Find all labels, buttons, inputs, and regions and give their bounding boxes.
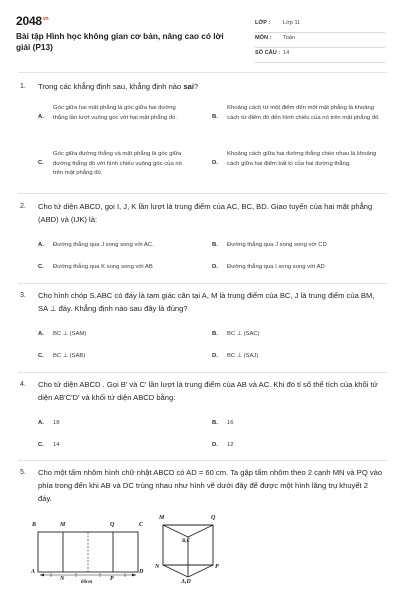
option-text: Đường thẳng qua J song song với CD	[227, 242, 327, 248]
option-letter: A.	[38, 242, 44, 248]
question-text: Cho tứ diện ABCD, gọi I, J, K lần lượt là trung điểm của AC, BC, BD. Giao tuyến của hai mặt phẳng (ABD) và (IJK) là:	[38, 202, 373, 224]
option-letter: C.	[38, 442, 44, 448]
question-text-pre: Trong các khẳng định sau, khẳng định nào	[38, 82, 184, 91]
option-letter: B.	[212, 331, 218, 337]
option-letter: D.	[212, 160, 218, 166]
label-c: C	[139, 522, 144, 528]
option-text: Đường thẳng qua K song song với AB	[53, 264, 153, 270]
option-letter: D.	[212, 264, 218, 270]
label-p: P	[215, 564, 219, 570]
question-number: 2.	[20, 203, 26, 210]
logo-text: 2048	[16, 14, 42, 28]
label-p: P	[110, 576, 114, 582]
label-a: A	[31, 569, 36, 575]
option-text: 12	[227, 442, 234, 448]
question-text: Cho hình chóp S.ABC có đáy là tam giác cân tại A, M là trung điểm của BC, J là trung điểm của BM, SA ⊥ đáy. Khẳng định nào sau đây là đúng?	[38, 291, 375, 313]
option-text: Góc giữa đường thẳng và mặt phẳng là góc giữa đường thẳng đó với hình chiếu vuông góc của nó trên mặt phẳng đó.	[53, 151, 182, 176]
option-b[interactable]	[212, 104, 382, 136]
site-logo[interactable]	[16, 14, 48, 28]
option-text: 18	[53, 420, 60, 426]
figure-folded-prism	[155, 515, 225, 595]
option-text: BC ⊥ (SAJ)	[227, 353, 259, 359]
label-n: N	[60, 576, 65, 582]
option-letter: D.	[212, 442, 218, 448]
question-number: 1.	[20, 83, 26, 90]
meta-key-subject: MÔN :	[255, 35, 272, 41]
option-a[interactable]	[38, 104, 188, 136]
option-text: Góc giữa hai mặt phẳng là góc giữa hai đường thẳng lần lượt vuông góc với hai mặt phẳng đó.	[53, 105, 177, 121]
label-ad: A,D	[181, 579, 191, 585]
option-c[interactable]	[38, 150, 188, 182]
meta-value-class: Lớp 11	[283, 20, 301, 26]
meta-row-count	[255, 48, 385, 63]
meta-row-subject	[255, 33, 385, 48]
option-letter: C.	[38, 160, 44, 166]
divider	[18, 372, 388, 373]
flat-sheet-drawing	[30, 520, 145, 588]
divider	[18, 460, 388, 461]
option-letter: B.	[212, 114, 218, 120]
option-letter: B.	[212, 242, 218, 248]
logo-suffix: vn	[42, 16, 49, 22]
option-text: 16	[227, 420, 234, 426]
label-length: 60cm	[81, 580, 93, 585]
option-text: BC ⊥ (SAM)	[53, 331, 87, 337]
figure-flat-sheet	[30, 520, 145, 588]
option-text: Đường thẳng qua J song song với AC.	[53, 242, 154, 248]
option-d[interactable]	[212, 150, 382, 182]
question-number: 4.	[20, 381, 26, 388]
option-letter: B.	[212, 420, 218, 426]
question-number: 5.	[20, 469, 26, 476]
option-text: BC ⊥ (SAC)	[227, 331, 260, 337]
option-letter: C.	[38, 353, 44, 359]
label-m: M	[60, 522, 66, 528]
option-letter: A.	[38, 114, 44, 120]
meta-key-class: LỚP :	[255, 20, 271, 26]
question-text-emphasis: sai	[183, 82, 194, 91]
question-text: Cho một tấm nhôm hình chữ nhật ABCD có AD = 60 cm. Ta gập tấm nhôm theo 2 cạnh MN và PQ vào phía trong đến khi AB và DC trùng nhau như hình vẽ dưới đây để được một hình lăng trụ khuyết 2 đáy.	[38, 468, 383, 503]
label-m: M	[159, 515, 165, 521]
meta-table	[255, 18, 385, 63]
question-text-post: ?	[193, 82, 199, 91]
meta-row-class	[255, 18, 385, 33]
option-letter: D.	[212, 353, 218, 359]
document-header	[0, 0, 400, 62]
option-text: BC ⊥ (SAB)	[53, 353, 86, 359]
meta-key-count: SỐ CÂU :	[255, 50, 281, 56]
option-letter: A.	[38, 331, 44, 337]
option-text: 14	[53, 442, 60, 448]
document-title: Bài tập Hình học không gian cơ bản, nâng cao có lời giải (P13)	[16, 31, 224, 52]
label-b: B	[32, 522, 37, 528]
question-text: Cho tứ diện ABCD . Gọi B' và C' lần lượt là trung điểm của AB và AC. Khi đó tỉ số thể tích của khối tứ diện AB'C'D' và khối tứ diện ABCD bằng:	[38, 380, 378, 402]
divider	[18, 283, 388, 284]
label-n: N	[155, 564, 160, 570]
option-text: Khoảng cách giữa hai đường thẳng chéo nhau là khoảng cách giữa hai điểm bất kì của hai đường thẳng.	[227, 151, 377, 167]
option-letter: A.	[38, 420, 44, 426]
meta-value-count: 14	[283, 50, 290, 56]
divider	[18, 72, 388, 73]
option-letter: C.	[38, 264, 44, 270]
question-number: 3.	[20, 292, 26, 299]
question-text	[38, 80, 383, 93]
label-q: Q	[110, 522, 115, 528]
divider	[18, 193, 388, 194]
option-text: Đường thẳng qua I song song với AD	[227, 264, 325, 270]
label-d: D	[139, 569, 144, 575]
meta-value-subject: Toán	[283, 35, 296, 41]
label-q: Q	[211, 515, 216, 521]
label-bc: B,C	[182, 539, 190, 544]
option-text: Khoảng cách từ một điểm đến một mặt phẳng là khoảng cách từ điểm đó đến hình chiếu của nó trên mặt phẳng đó.	[227, 105, 380, 121]
